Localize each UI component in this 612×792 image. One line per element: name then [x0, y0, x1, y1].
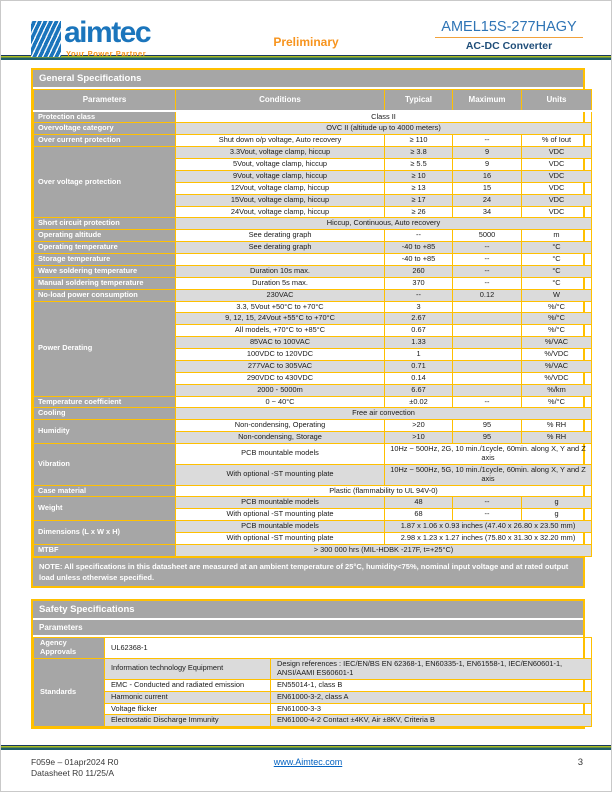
parameter-cell: Standards: [34, 659, 105, 727]
data-cell: %/°C: [522, 301, 592, 313]
parameter-cell: Storage temperature: [34, 254, 176, 266]
data-cell: 100VDC to 120VDC: [176, 349, 385, 361]
data-cell: [453, 360, 522, 372]
data-cell: %/°C: [522, 396, 592, 408]
parameter-cell: Cooling: [34, 408, 176, 420]
data-cell: >20: [385, 420, 453, 432]
data-cell: 2.98 x 1.23 x 1.27 inches (75.80 x 31.30 x 32.20 mm): [385, 533, 592, 545]
data-cell: 85VAC to 100VAC: [176, 337, 385, 349]
table-row: [34, 289, 592, 301]
data-cell: VDC: [522, 194, 592, 206]
data-cell: 1.33: [385, 337, 453, 349]
table-row: [34, 638, 592, 659]
data-cell: 0 ~ 40°C: [176, 396, 385, 408]
data-cell: 277VAC to 305VAC: [176, 360, 385, 372]
note-row: NOTE: All specifications in this datasheet are measured at an ambient temperature of 25°C, humidity<75%, nominal input voltage and at rated output load unless otherwise specified.: [33, 557, 583, 587]
data-cell: 3.3Vout, voltage clamp, hiccup: [176, 147, 385, 159]
data-cell: > 300 000 hrs (MIL-HDBK -217F, t=+25°C): [176, 544, 592, 556]
data-cell: ≥ 10: [385, 170, 453, 182]
parameter-cell: Over voltage protection: [34, 147, 176, 218]
data-cell: 24Vout, voltage clamp, hiccup: [176, 206, 385, 218]
data-cell: 1.87 x 1.06 x 0.93 inches (47.40 x 26.80 x 23.50 mm): [385, 521, 592, 533]
data-cell: 10Hz ~ 500Hz, 5G, 10 min./1cycle, 60min. along X, Y and Z axis: [385, 464, 592, 485]
data-cell: Duration 10s max.: [176, 265, 385, 277]
data-cell: Information technology Equipment: [105, 659, 271, 680]
data-cell: Plastic (flammability to UL 94V-0): [176, 485, 592, 497]
data-cell: With optional -ST mounting plate: [176, 509, 385, 521]
data-cell: ±0.02: [385, 396, 453, 408]
table-row: [34, 703, 592, 715]
data-cell: 3.3, 5Vout +50°C to +70°C: [176, 301, 385, 313]
data-cell: [176, 254, 385, 266]
data-cell: ≥ 110: [385, 135, 453, 147]
parameter-cell: Weight: [34, 497, 176, 521]
data-cell: % RH: [522, 420, 592, 432]
data-cell: ≥ 3.8: [385, 147, 453, 159]
logo-text-block: [64, 16, 151, 58]
aimtec-website-link[interactable]: www.Aimtec.com: [273, 757, 343, 767]
safety-specifications-table: [33, 637, 592, 727]
data-cell: [453, 301, 522, 313]
data-cell: ≥ 5.5: [385, 159, 453, 171]
parameter-cell: Agency Approvals: [34, 638, 105, 659]
logo-wordmark: aimtec: [64, 16, 151, 49]
data-cell: [453, 325, 522, 337]
data-cell: OVC II (altitude up to 4000 meters): [176, 123, 592, 135]
data-cell: 9: [453, 147, 522, 159]
aimtec-logo-mark-icon: [31, 21, 61, 57]
parameter-cell: Operating altitude: [34, 230, 176, 242]
data-cell: EN55014-1, class B: [271, 679, 592, 691]
data-cell: Electrostatic Discharge Immunity: [105, 715, 271, 727]
aimtec-logo: [31, 16, 151, 58]
data-cell: 230VAC: [176, 289, 385, 301]
data-cell: --: [453, 242, 522, 254]
data-cell: 0.14: [385, 372, 453, 384]
parameter-cell: MTBF: [34, 544, 176, 556]
data-cell: 9: [453, 159, 522, 171]
parameter-cell: Humidity: [34, 420, 176, 444]
data-cell: -40 to +85: [385, 254, 453, 266]
parameter-cell: Operating temperature: [34, 242, 176, 254]
data-cell: 5Vout, voltage clamp, hiccup: [176, 159, 385, 171]
data-cell: g: [522, 509, 592, 521]
data-cell: ≥ 13: [385, 182, 453, 194]
data-cell: m: [522, 230, 592, 242]
data-cell: 95: [453, 432, 522, 444]
data-cell: 0.67: [385, 325, 453, 337]
data-cell: 10Hz ~ 500Hz, 2G, 10 min./1cycle, 60min. along X, Y and Z axis: [385, 444, 592, 465]
product-title-block: [435, 19, 583, 52]
preliminary-label: Preliminary: [273, 35, 339, 49]
data-cell: Voltage flicker: [105, 703, 271, 715]
data-cell: °C: [522, 265, 592, 277]
data-cell: °C: [522, 242, 592, 254]
parameter-cell: Over current protection: [34, 135, 176, 147]
table-row: [34, 521, 592, 533]
data-cell: %/VAC: [522, 337, 592, 349]
data-cell: --: [453, 135, 522, 147]
table-row: [34, 301, 592, 313]
footer-divider: [1, 745, 611, 750]
parameter-cell: Power Derating: [34, 301, 176, 396]
general-specifications-section: [31, 68, 585, 588]
data-cell: --: [453, 396, 522, 408]
data-cell: %/VDC: [522, 372, 592, 384]
table-row: [34, 254, 592, 266]
page-footer: [31, 757, 585, 780]
data-cell: ≥ 26: [385, 206, 453, 218]
parameter-cell: Dimensions (L x W x H): [34, 521, 176, 545]
data-cell: EN61000-3-3: [271, 703, 592, 715]
data-cell: 370: [385, 277, 453, 289]
data-cell: 0.12: [453, 289, 522, 301]
data-cell: Non-condensing, Storage: [176, 432, 385, 444]
page-header: [1, 1, 611, 58]
table-row: [34, 242, 592, 254]
data-cell: 5000: [453, 230, 522, 242]
table-row: [34, 408, 592, 420]
safety-parameters-subheader: Parameters: [33, 620, 583, 635]
data-cell: 15: [453, 182, 522, 194]
table-row: [34, 691, 592, 703]
data-cell: All models, +70°C to +85°C: [176, 325, 385, 337]
data-cell: 48: [385, 497, 453, 509]
column-header: Units: [522, 90, 592, 111]
product-type: AC-DC Converter: [465, 40, 553, 52]
data-cell: 290VDC to 430VDC: [176, 372, 385, 384]
data-cell: [453, 337, 522, 349]
column-header: Maximum: [453, 90, 522, 111]
data-cell: --: [385, 230, 453, 242]
table-row: [34, 230, 592, 242]
data-cell: --: [453, 277, 522, 289]
page-content: [31, 68, 585, 729]
table-row: [34, 444, 592, 465]
general-section-title: General Specifications: [33, 70, 583, 87]
table-row: [34, 111, 592, 123]
table-row: [34, 659, 592, 680]
column-header: Typical: [385, 90, 453, 111]
data-cell: --: [385, 289, 453, 301]
data-cell: PCB mountable models: [176, 444, 385, 465]
safety-section-title: Safety Specifications: [33, 601, 583, 618]
data-cell: 15Vout, voltage clamp, hiccup: [176, 194, 385, 206]
data-cell: VDC: [522, 147, 592, 159]
product-name: AMEL15S-277HAGY: [435, 19, 583, 38]
data-cell: --: [453, 497, 522, 509]
data-cell: VDC: [522, 159, 592, 171]
data-cell: With optional -ST mounting plate: [176, 533, 385, 545]
data-cell: %/km: [522, 384, 592, 396]
data-cell: 9Vout, voltage clamp, hiccup: [176, 170, 385, 182]
data-cell: --: [453, 254, 522, 266]
data-cell: %/°C: [522, 313, 592, 325]
data-cell: g: [522, 497, 592, 509]
data-cell: 68: [385, 509, 453, 521]
data-cell: --: [453, 265, 522, 277]
data-cell: 34: [453, 206, 522, 218]
data-cell: 24: [453, 194, 522, 206]
data-cell: W: [522, 289, 592, 301]
data-cell: Design references : IEC/EN/BS EN 62368-1, EN60335-1, EN61558-1, IEC/EN60601-1, ANSI/AAMI ES60601-1: [271, 659, 592, 680]
data-cell: Shut down o/p voltage, Auto recovery: [176, 135, 385, 147]
table-row: [34, 420, 592, 432]
table-row: [34, 544, 592, 556]
table-row: [34, 679, 592, 691]
safety-specifications-section: [31, 599, 585, 729]
data-cell: See derating graph: [176, 230, 385, 242]
table-row: [34, 715, 592, 727]
table-row: [34, 135, 592, 147]
parameter-cell: No-load power consumption: [34, 289, 176, 301]
data-cell: °C: [522, 254, 592, 266]
data-cell: EN61000-3-2, class A: [271, 691, 592, 703]
data-cell: -40 to +85: [385, 242, 453, 254]
data-cell: With optional -ST mounting plate: [176, 464, 385, 485]
data-cell: %/VDC: [522, 349, 592, 361]
data-cell: Free air convection: [176, 408, 592, 420]
parameter-cell: Wave soldering temperature: [34, 265, 176, 277]
parameter-cell: Vibration: [34, 444, 176, 486]
table-row: [34, 218, 592, 230]
parameter-cell: Protection class: [34, 111, 176, 123]
data-cell: UL62368-1: [105, 638, 592, 659]
data-cell: 2000 - 5000m: [176, 384, 385, 396]
data-cell: [453, 384, 522, 396]
table-row: [34, 265, 592, 277]
data-cell: Class II: [176, 111, 592, 123]
data-cell: See derating graph: [176, 242, 385, 254]
data-cell: Non-condensing, Operating: [176, 420, 385, 432]
doc-reference: F059e – 01apr2024 R0: [31, 757, 119, 767]
data-cell: °C: [522, 277, 592, 289]
data-cell: Harmonic current: [105, 691, 271, 703]
data-cell: 9, 12, 15, 24Vout +55°C to +70°C: [176, 313, 385, 325]
data-cell: [453, 313, 522, 325]
data-cell: EN61000-4-2 Contact ±4KV, Air ±8KV, Criteria B: [271, 715, 592, 727]
data-cell: 2.67: [385, 313, 453, 325]
data-cell: %/VAC: [522, 360, 592, 372]
data-cell: [453, 372, 522, 384]
parameter-cell: Manual soldering temperature: [34, 277, 176, 289]
data-cell: 0.71: [385, 360, 453, 372]
data-cell: Hiccup, Continuous, Auto recovery: [176, 218, 592, 230]
column-header: Parameters: [34, 90, 176, 111]
data-cell: 3: [385, 301, 453, 313]
data-cell: 12Vout, voltage clamp, hiccup: [176, 182, 385, 194]
parameter-cell: Overvoltage category: [34, 123, 176, 135]
general-specifications-table: [33, 89, 592, 557]
data-cell: % of Iout: [522, 135, 592, 147]
logo-tagline: Your Power Partner: [66, 48, 147, 58]
table-row: [34, 396, 592, 408]
parameter-cell: Temperature coefficient: [34, 396, 176, 408]
doc-revision: Datasheet R0 11/25/A: [31, 768, 115, 779]
data-cell: VDC: [522, 170, 592, 182]
data-cell: EMC - Conducted and radiated emission: [105, 679, 271, 691]
data-cell: [453, 349, 522, 361]
data-cell: %/°C: [522, 325, 592, 337]
data-cell: PCB mountable models: [176, 497, 385, 509]
data-cell: 95: [453, 420, 522, 432]
table-row: [34, 497, 592, 509]
data-cell: >10: [385, 432, 453, 444]
parameter-cell: Short circuit protection: [34, 218, 176, 230]
data-cell: VDC: [522, 182, 592, 194]
table-row: [34, 277, 592, 289]
data-cell: 16: [453, 170, 522, 182]
data-cell: 260: [385, 265, 453, 277]
data-cell: 6.67: [385, 384, 453, 396]
data-cell: % RH: [522, 432, 592, 444]
page-number: 3: [577, 757, 583, 768]
data-cell: 1: [385, 349, 453, 361]
table-row: [34, 147, 592, 159]
table-row: [34, 123, 592, 135]
parameter-cell: Case material: [34, 485, 176, 497]
data-cell: VDC: [522, 206, 592, 218]
column-header: Conditions: [176, 90, 385, 111]
table-row: [34, 485, 592, 497]
data-cell: Duration 5s max.: [176, 277, 385, 289]
data-cell: ≥ 17: [385, 194, 453, 206]
data-cell: PCB mountable models: [176, 521, 385, 533]
data-cell: --: [453, 509, 522, 521]
